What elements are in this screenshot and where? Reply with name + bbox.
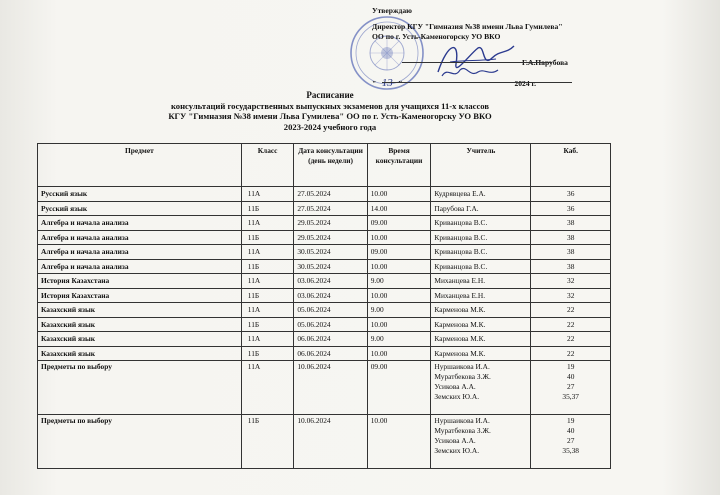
teacher-name: Усикова А.А. (434, 436, 476, 445)
cell-cab: 38 (531, 216, 611, 231)
header-date: Дата консультации (день недели) (294, 144, 367, 187)
cell-subject: Казахский язык (38, 317, 242, 332)
table-row (38, 187, 611, 202)
signer-name: Г.А.Парубова (522, 58, 568, 67)
cell-time: 10.00 (367, 187, 431, 202)
cell-class: 11А (241, 361, 294, 415)
cell-class: 11Б (241, 201, 294, 216)
cell-teacher: Миханцева Е.Н. (431, 274, 531, 289)
cell-teacher: Криванцова В.С. (431, 245, 531, 260)
cell-subject: Алгебра и начала анализа (38, 245, 242, 260)
table-row (38, 317, 611, 332)
cell-class: 11Б (241, 317, 294, 332)
cell-subject: Казахский язык (38, 303, 242, 318)
title-line-1: Расписание (306, 90, 354, 100)
cell-teacher: Криванцова В.С. (431, 259, 531, 274)
table-row (38, 346, 611, 361)
director-line: Директор КГУ "Гимназия №38 имени Льва Гумилева" (372, 22, 563, 31)
cell-cab: 38 (531, 230, 611, 245)
cell-time: 09.00 (367, 216, 431, 231)
table-row-elective (38, 415, 611, 469)
cell-date: 03.06.2024 (294, 288, 367, 303)
cell-class: 11Б (241, 415, 294, 469)
cell-date: 10.06.2024 (294, 415, 367, 469)
cell-subject: Русский язык (38, 187, 242, 202)
approval-date-day: 13 (381, 77, 393, 89)
cell-date: 10.06.2024 (294, 361, 367, 415)
cell-class: 11Б (241, 259, 294, 274)
table-row (38, 274, 611, 289)
table-row-elective (38, 361, 611, 415)
cell-date: 06.06.2024 (294, 332, 367, 347)
cell-cab: 22 (531, 346, 611, 361)
cell-date: 29.05.2024 (294, 230, 367, 245)
teacher-name: Усикова А.А. (434, 382, 476, 391)
cell-class: 11А (241, 245, 294, 260)
cell-teachers (431, 361, 531, 415)
teacher-name: Земских Ю.А. (434, 392, 480, 401)
cell-cab: 38 (531, 259, 611, 274)
header-subject: Предмет (38, 144, 242, 187)
cell-date: 30.05.2024 (294, 259, 367, 274)
cell-date: 05.06.2024 (294, 303, 367, 318)
cell-cab: 32 (531, 288, 611, 303)
signature-underline (402, 62, 552, 63)
cell-time: 10.00 (367, 288, 431, 303)
header-cabinet: Каб. (531, 144, 611, 187)
cell-date: 29.05.2024 (294, 216, 367, 231)
header-class: Класс (241, 144, 294, 187)
cell-time: 14.00 (367, 201, 431, 216)
document-title (60, 90, 600, 132)
cell-date: 30.05.2024 (294, 245, 367, 260)
cell-cab: 36 (531, 201, 611, 216)
cell-class: 11А (241, 274, 294, 289)
cell-cabinets (531, 415, 611, 469)
teacher-name: Муратбекова З.Ж. (434, 426, 491, 435)
cell-teacher: Криванцова В.С. (431, 216, 531, 231)
header-teacher: Учитель (431, 144, 531, 187)
cell-subject: Алгебра и начала анализа (38, 230, 242, 245)
approval-date: " 13 " 2024 г. (372, 77, 537, 89)
cabinet-number: 27 (567, 436, 575, 445)
teacher-name: Нуршаикова И.А. (434, 416, 490, 425)
cell-subject: Предметы по выбору (38, 415, 242, 469)
cell-subject: Алгебра и начала анализа (38, 259, 242, 274)
table-row (38, 332, 611, 347)
cell-teacher: Карменова М.К. (431, 346, 531, 361)
teacher-name: Нуршаикова И.А. (434, 362, 490, 371)
department-line: ОО по г. Усть-Каменогорску УО ВКО (372, 32, 501, 41)
teacher-name: Земских Ю.А. (434, 446, 480, 455)
cell-date: 03.06.2024 (294, 274, 367, 289)
cell-subject: Русский язык (38, 201, 242, 216)
cell-time: 9.00 (367, 332, 431, 347)
cell-teacher: Кудрявцева Е.А. (431, 187, 531, 202)
cell-teacher: Карменова М.К. (431, 317, 531, 332)
cell-subject: Казахский язык (38, 346, 242, 361)
cell-subject: История Казахстана (38, 288, 242, 303)
cell-cab: 32 (531, 274, 611, 289)
cabinet-number: 35,37 (562, 392, 580, 401)
cell-cabinets (531, 361, 611, 415)
cell-time: 9.00 (367, 274, 431, 289)
cell-class: 11А (241, 216, 294, 231)
cell-time: 10.00 (367, 346, 431, 361)
table-row (38, 288, 611, 303)
approval-date-year: 2024 г. (514, 79, 537, 88)
cabinet-number: 40 (567, 372, 575, 381)
schedule-body (38, 187, 611, 469)
cell-cab: 22 (531, 332, 611, 347)
cabinet-number: 27 (567, 382, 575, 391)
cell-time: 09.00 (367, 361, 431, 415)
cell-class: 11А (241, 303, 294, 318)
cell-time: 09.00 (367, 245, 431, 260)
cell-date: 05.06.2024 (294, 317, 367, 332)
cell-date: 06.06.2024 (294, 346, 367, 361)
cell-subject: Предметы по выбору (38, 361, 242, 415)
table-row (38, 230, 611, 245)
cell-class: 11А (241, 187, 294, 202)
cell-class: 11Б (241, 230, 294, 245)
cell-teacher: Криванцова В.С. (431, 230, 531, 245)
teacher-name: Муратбекова З.Ж. (434, 372, 491, 381)
cell-teachers (431, 415, 531, 469)
cell-class: 11Б (241, 288, 294, 303)
table-header-row (38, 144, 611, 187)
cell-time: 9.00 (367, 303, 431, 318)
cell-class: 11А (241, 332, 294, 347)
cell-class: 11Б (241, 346, 294, 361)
title-line-4: 2023-2024 учебного года (283, 121, 377, 132)
cell-time: 10.00 (367, 230, 431, 245)
table-row (38, 303, 611, 318)
approval-label: Утверждаю (372, 6, 412, 15)
approval-block (372, 6, 612, 89)
cell-time: 10.00 (367, 259, 431, 274)
cell-teacher: Карменова М.К. (431, 303, 531, 318)
table-row (38, 201, 611, 216)
cell-cab: 38 (531, 245, 611, 260)
cell-cab: 36 (531, 187, 611, 202)
cell-subject: Казахский язык (38, 332, 242, 347)
cell-teacher: Парубова Г.А. (431, 201, 531, 216)
cabinet-number: 19 (567, 416, 575, 425)
cell-subject: Алгебра и начала анализа (38, 216, 242, 231)
table-row (38, 216, 611, 231)
table-row (38, 245, 611, 260)
cell-cab: 22 (531, 317, 611, 332)
cabinet-number: 40 (567, 426, 575, 435)
cell-date: 27.05.2024 (294, 201, 367, 216)
cell-teacher: Карменова М.К. (431, 332, 531, 347)
cabinet-number: 19 (567, 362, 575, 371)
table-row (38, 259, 611, 274)
cell-time: 10.00 (367, 317, 431, 332)
title-line-3: КГУ "Гимназия №38 имени Льва Гумилева" ОО по г. Усть-Каменогорску УО ВКО (168, 111, 492, 121)
cabinet-number: 35,38 (562, 446, 580, 455)
cell-time: 10.00 (367, 415, 431, 469)
header-time: Время консультации (367, 144, 431, 187)
cell-subject: История Казахстана (38, 274, 242, 289)
cell-teacher: Миханцева Е.Н. (431, 288, 531, 303)
cell-cab: 22 (531, 303, 611, 318)
date-underline (382, 82, 572, 83)
cell-date: 27.05.2024 (294, 187, 367, 202)
title-line-2: консультаций государственных выпускных экзаменов для учащихся 11-х классов (170, 100, 490, 111)
schedule-table (37, 143, 611, 469)
